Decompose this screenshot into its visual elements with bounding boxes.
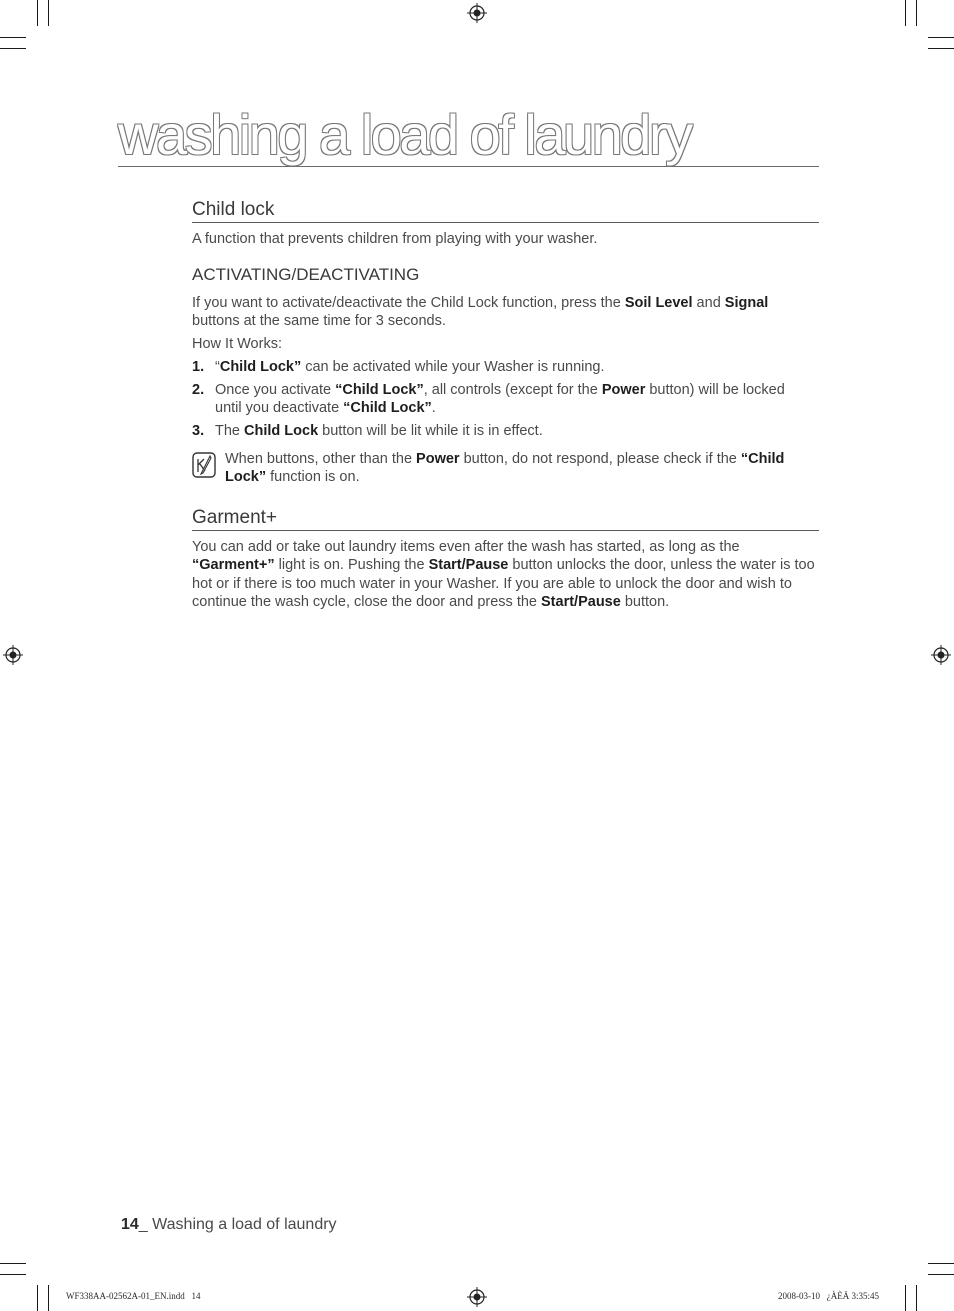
- registration-mark-icon: [467, 3, 487, 23]
- child-lock-description: A function that prevents children from playing with your washer.: [192, 231, 598, 247]
- crop-mark: [928, 37, 954, 38]
- child-lock-intro: If you want to activate/deactivate the Child Lock function, press the Soil Level and Signal buttons at the same time for 3 seconds.: [192, 295, 769, 330]
- crop-mark: [916, 1285, 917, 1311]
- garment-plus-body: You can add or take out laundry items even after the wash has started, as long as the “Garment+” light is on. Pushing the Start/Pause button unlocks the door, unless the water is too hot or if there is too much water in your Washer. If you are able to unlock the door and wish to continue the wash cycle, close the door and press the Start/Pause button.: [192, 539, 815, 610]
- crop-mark: [48, 1285, 49, 1311]
- crop-mark: [37, 0, 38, 26]
- crop-mark: [905, 0, 906, 26]
- crop-mark: [48, 0, 49, 26]
- crop-mark: [905, 1285, 906, 1311]
- registration-mark-icon: [467, 1287, 487, 1307]
- registration-mark-icon: [931, 645, 951, 665]
- crop-mark: [928, 1274, 954, 1275]
- crop-mark: [0, 1274, 26, 1275]
- crop-mark: [928, 1263, 954, 1264]
- how-it-works-label: How It Works:: [192, 336, 282, 352]
- crop-mark: [37, 1285, 38, 1311]
- print-slug-timestamp: 2008-03-10 ¿ÀÈÄ 3:35:45: [778, 1291, 879, 1301]
- page-footer: 14_ Washing a load of laundry: [121, 1216, 337, 1233]
- section-heading-garment-plus: Garment+: [192, 507, 819, 531]
- note-pencil-icon: [192, 452, 216, 478]
- registration-mark-icon: [3, 645, 23, 665]
- child-lock-note: When buttons, other than the Power button, do not respond, please check if the “Child Lock” function is on.: [225, 451, 785, 486]
- page-title: washing a load of laundry: [118, 104, 819, 167]
- crop-mark: [0, 37, 26, 38]
- sub-heading-activating: ACTIVATING/DEACTIVATING: [192, 265, 420, 284]
- section-heading-child-lock: Child lock: [192, 199, 819, 223]
- page-number: 14: [121, 1216, 139, 1233]
- crop-mark: [0, 48, 26, 49]
- print-slug-file: WF338AA-02562A-01_EN.indd 14: [66, 1291, 201, 1301]
- crop-mark: [928, 48, 954, 49]
- crop-mark: [0, 1263, 26, 1264]
- crop-mark: [916, 0, 917, 26]
